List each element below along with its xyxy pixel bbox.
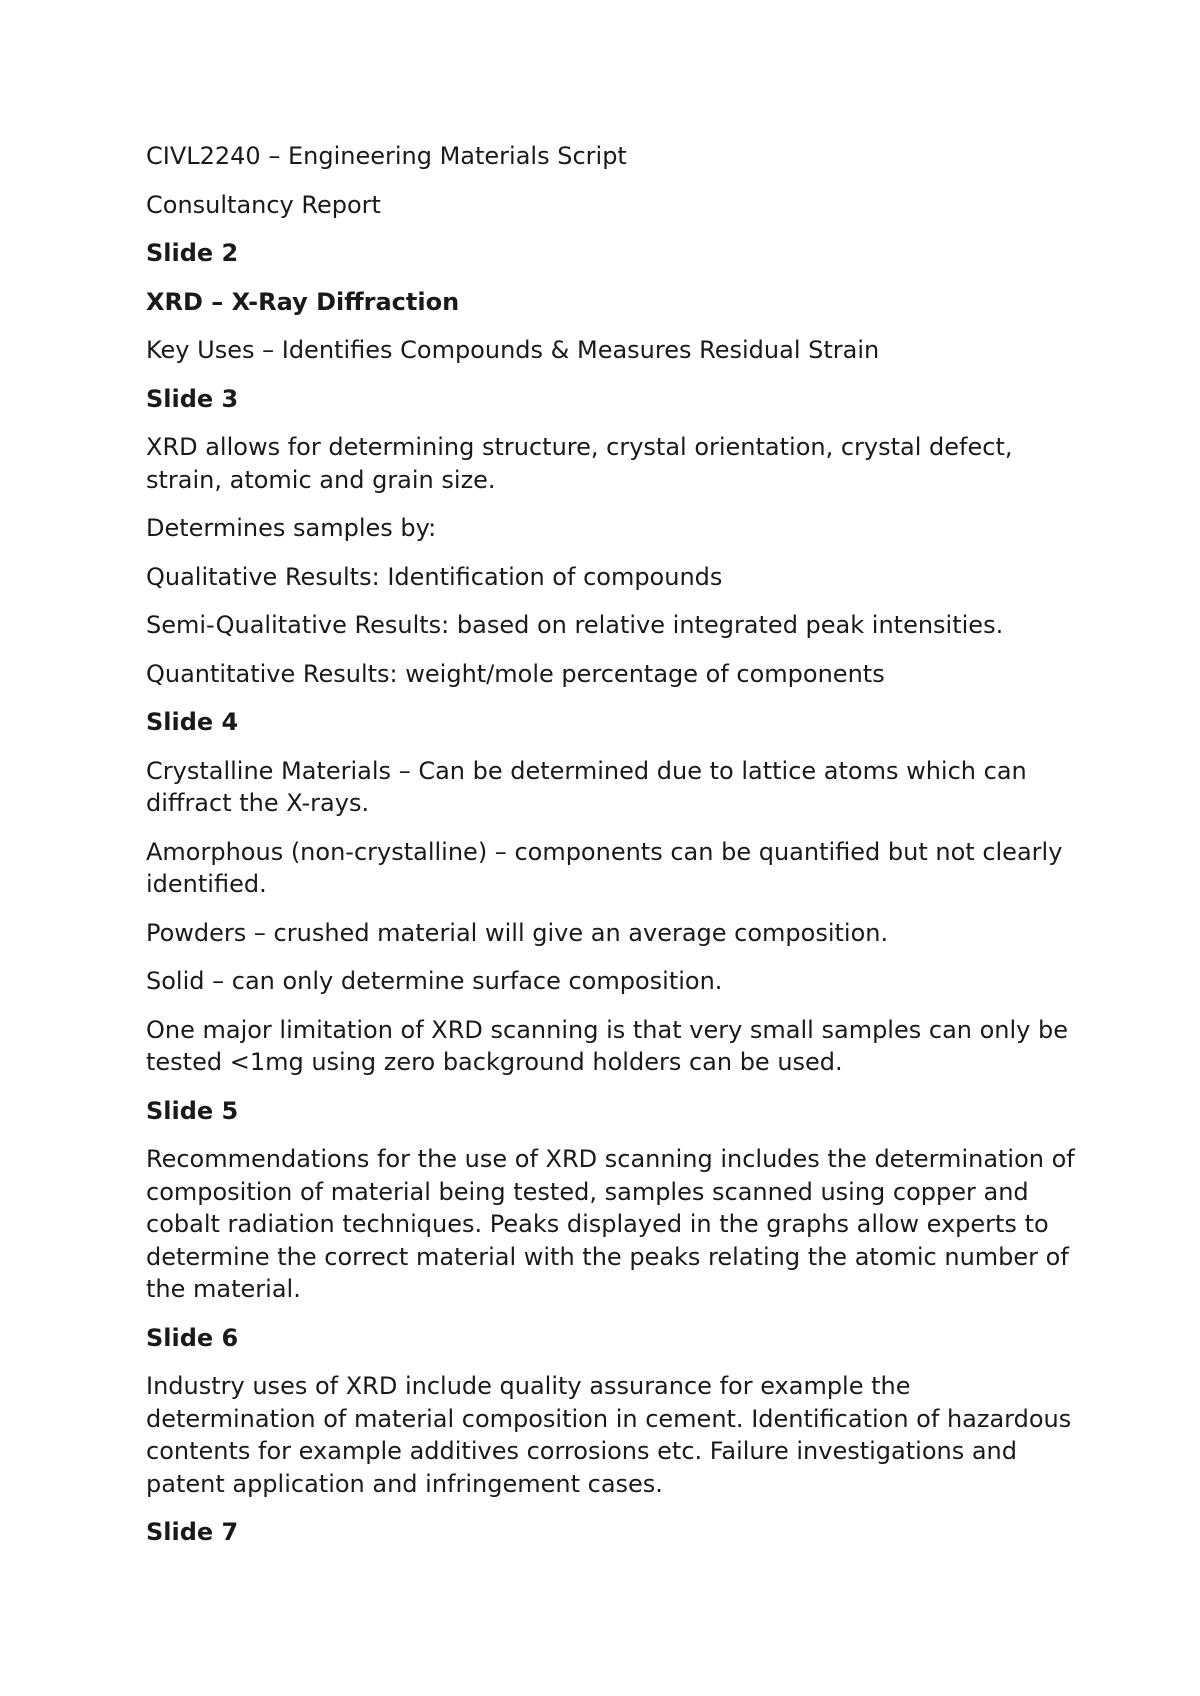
- slide-6-heading: Slide 6: [146, 1323, 239, 1352]
- document-title: CIVL2240 – Engineering Materials Script: [146, 142, 627, 170]
- qualitative-results-paragraph: Qualitative Results: Identification of compounds: [146, 562, 723, 591]
- amorphous-paragraph: Amorphous (non-crystalline) – components can be quantified but not clearly identified.: [146, 837, 1063, 898]
- slide-5-heading: Slide 5: [146, 1096, 239, 1125]
- solid-paragraph: Solid – can only determine surface composition.: [146, 967, 723, 995]
- slide-3-heading: Slide 3: [146, 384, 239, 413]
- xrd-capabilities-paragraph: XRD allows for determining structure, crystal orientation, crystal defect, strain, atomic and grain size.: [146, 433, 1013, 494]
- key-uses-paragraph: Key Uses – Identifies Compounds & Measures Residual Strain: [146, 336, 880, 364]
- semi-qualitative-results-paragraph: Semi-Qualitative Results: based on relative integrated peak intensities.: [146, 611, 1004, 639]
- xrd-heading: XRD – X-Ray Diffraction: [146, 287, 460, 316]
- powders-paragraph: Powders – crushed material will give an average composition.: [146, 918, 889, 947]
- slide-7-heading: Slide 7: [146, 1518, 239, 1546]
- crystalline-materials-paragraph: Crystalline Materials – Can be determined due to lattice atoms which can diffract the X-rays.: [146, 756, 1027, 817]
- industry-uses-paragraph: Industry uses of XRD include quality assurance for example the determination of material composition in cement. Identification of hazardous contents for example additives corrosions etc. Failure investigations and patent application and infringement cases.: [146, 1372, 1072, 1498]
- limitation-paragraph: One major limitation of XRD scanning is that very small samples can only be tested <1mg using zero background holders can be used.: [146, 1015, 1069, 1076]
- quantitative-results-paragraph: Quantitative Results: weight/mole percentage of components: [146, 659, 885, 688]
- document-subtitle: Consultancy Report: [146, 190, 381, 219]
- slide-4-heading: Slide 4: [146, 708, 239, 736]
- determines-samples-paragraph: Determines samples by:: [146, 514, 437, 542]
- document-page: [146, 140, 1076, 1565]
- slide-2-heading: Slide 2: [146, 239, 239, 267]
- recommendations-paragraph: Recommendations for the use of XRD scanning includes the determination of composition of material being tested, samples scanned using copper and cobalt radiation techniques. Peaks displayed in the graphs allow experts to determine the correct material with the peaks relating the atomic number of the material.: [146, 1145, 1075, 1303]
